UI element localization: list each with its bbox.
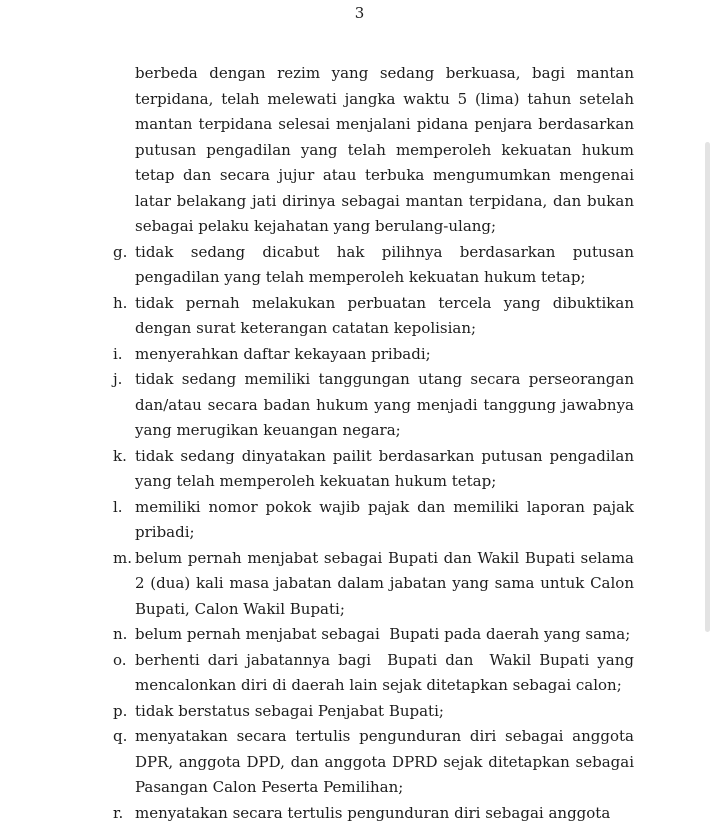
list-item-text: tidak sedang dicabut hak pilihnya berdasarkan putusan pengadilan yang telah memperoleh kekuatan hukum tetap; [135,242,639,286]
paragraph-continuation: berbeda dengan rezim yang sedang berkuasa, bagi mantan terpidana, telah melewati jangka waktu 5 (lima) tahun setelah mantan terpidana selesai menjalani pidana penjara berdasarkan putusan pengadilan yang telah memperoleh kekuatan hukum tetap dan secara jujur atau terbuka mengumumkan mengenai latar belakang jati dirinya sebagai mantan terpidana, dan bukan sebagai pelaku kejahatan yang berulang-ulang; [135,64,639,235]
list-item-marker: h. [113,293,128,312]
list-item-text: tidak berstatus sebagai Penjabat Bupati; [135,701,444,720]
list-item-marker: l. [113,497,123,516]
list-item-text: belum pernah menjabat sebagai Bupati pada daerah yang sama; [135,625,631,643]
list-item-marker: p. [113,701,128,720]
list-item [113,495,639,546]
scrollbar-thumb[interactable] [705,142,710,632]
list-item-text: berhenti dari jabatannya bagi Bupati dan Wakil Bupati yang mencalonkan diri di daerah lain sejak ditetapkan sebagai calon; [135,650,639,694]
list-item [113,699,634,725]
list-item [113,444,639,495]
list-item [113,648,639,699]
list-item-marker: i. [113,344,123,363]
list-item-marker: j. [113,370,123,388]
list-item [113,291,639,342]
list-item-marker: n. [113,625,128,643]
list-item-text: menyatakan secara tertulis pengunduran diri sebagai anggota [135,803,611,822]
list-item-marker: q. [113,727,128,745]
list-item-text: menyatakan secara tertulis pengunduran diri sebagai anggota DPR, anggota DPD, dan anggota DPRD sejak ditetapkan sebagai Pasangan Calon Peserta Pemilihan; [135,727,639,796]
list-item-text: tidak sedang dinyatakan pailit berdasarkan putusan pengadilan yang telah memperoleh kekuatan hukum tetap; [135,446,639,490]
list-item-marker: r. [113,803,124,822]
list-item-marker: o. [113,650,127,669]
list-item-marker: m. [113,548,132,567]
list-item [113,342,634,368]
list-item [113,367,639,444]
list-item [113,546,639,623]
list-item-text: belum pernah menjabat sebagai Bupati dan Wakil Bupati selama 2 (dua) kali masa jabatan dalam jabatan yang sama untuk Calon Bupati, Calon Wakil Bupati; [135,548,639,618]
list-item-text: menyerahkan daftar kekayaan pribadi; [135,344,431,363]
page-number: 3 [354,4,365,22]
list-item [113,622,634,648]
list-item-text: memiliki nomor pokok wajib pajak dan memiliki laporan pajak pribadi; [135,497,639,541]
list-item [113,801,634,826]
list-item [113,724,639,801]
list-item-marker: g. [113,242,128,261]
list-item-text: tidak pernah melakukan perbuatan tercela yang dibuktikan dengan surat keterangan catatan kepolisian; [135,293,639,337]
document-page-content [113,61,639,826]
list-item [113,240,639,291]
list-item-marker: k. [113,446,127,465]
list-item-text: tidak sedang memiliki tanggungan utang secara perseorangan dan/atau secara badan hukum yang menjadi tanggung jawabnya yang merugikan keuangan negara; [135,370,639,439]
